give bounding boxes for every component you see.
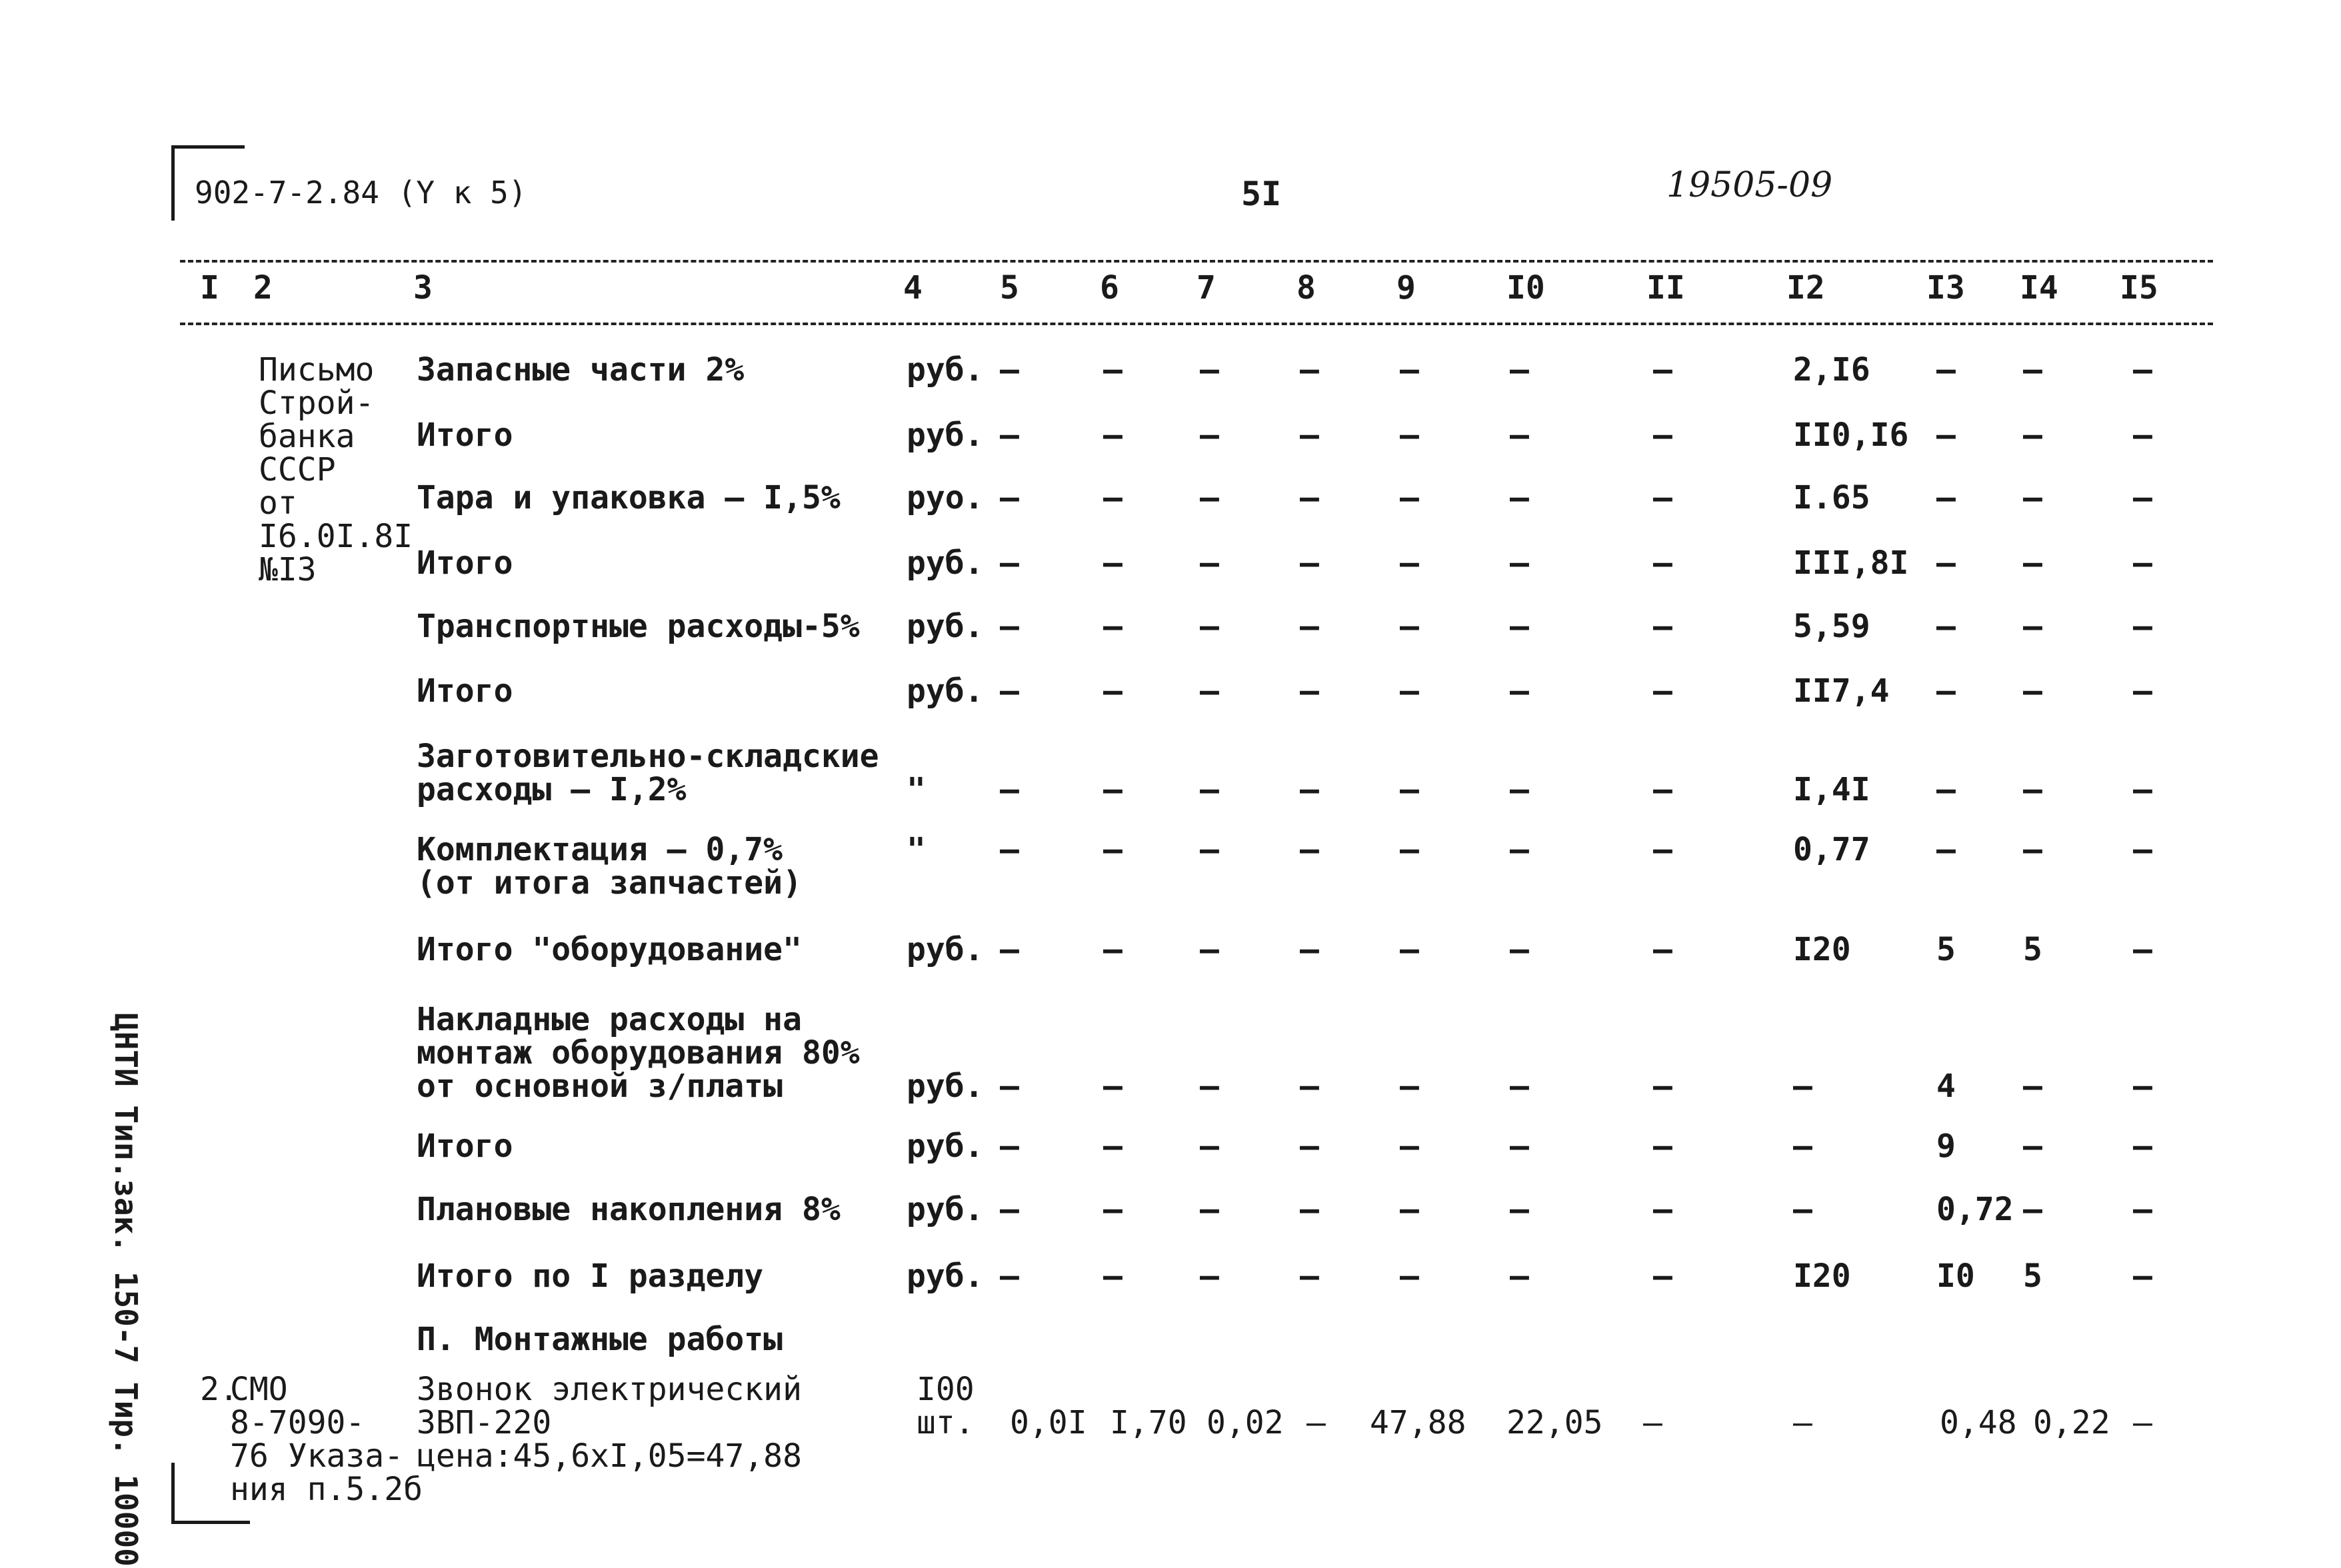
row-value-c5: – [1000,351,1019,389]
row-value-c9: – [1400,831,1419,868]
row-name: Плановые накопления 8% [417,1191,841,1228]
row-value-c12: – [1793,1128,1812,1165]
row-value-c9: – [1400,1257,1419,1295]
row-value-c5: – [1000,1068,1019,1105]
row-value-c8: – [1300,479,1319,516]
row-value-c12: I20 [1793,931,1851,968]
item-value-c6: I,70 [1110,1404,1187,1441]
column-number: 2 [253,269,273,307]
row-value-c8: – [1300,608,1319,645]
row-value-c14: – [2023,1128,2042,1165]
row-name: Итого по I разделу [417,1257,764,1295]
row-value-c13: – [1936,479,1956,516]
row-value-c12: III,8I [1793,544,1909,582]
row-value-c13: 0,72 [1936,1191,2014,1228]
row-value-c9: – [1400,1191,1419,1228]
row-value-c15: – [2133,608,2152,645]
row-value-c11: – [1653,1068,1672,1105]
row-value-c5: – [1000,672,1019,710]
row-value-c7: – [1200,351,1219,389]
corner-mark-top [171,145,175,221]
row-value-c14: – [2023,479,2042,516]
row-name: Запасные части 2% [417,351,745,389]
row-value-c7: – [1200,831,1219,868]
item-name: Звонок электрический ЗВП-220 цена:45,6хI,05=47,88 [417,1371,802,1475]
row-value-c6: – [1103,931,1123,968]
row-value-c8: – [1300,931,1319,968]
item-quantity: I00 [917,1371,975,1408]
source-ref-line: I6.0I.8I [259,518,413,555]
row-value-c7: – [1200,479,1219,516]
row-value-c5: – [1000,1128,1019,1165]
column-number: I4 [2020,269,2058,307]
row-value-c15: – [2133,1191,2152,1228]
row-name: Комплектация – 0,7% (от итога запчастей) [417,831,802,902]
source-ref-line: №I3 [259,551,317,588]
row-value-c12: 5,59 [1793,608,1870,645]
row-value-c9: – [1400,1068,1419,1105]
row-value-c11: – [1653,416,1672,454]
row-value-c11: – [1653,672,1672,710]
row-value-c8: – [1300,1257,1319,1295]
row-value-c10: – [1510,1191,1529,1228]
row-value-c13: – [1936,771,1956,808]
column-number: 6 [1100,269,1119,307]
row-value-c9: – [1400,931,1419,968]
row-value-c9: – [1400,416,1419,454]
item-value-c13: 0,48 [1940,1404,2017,1441]
source-ref-line: СССР [259,451,336,488]
row-value-c8: – [1300,1128,1319,1165]
row-value-c14: 5 [2023,1257,2042,1295]
item-value-c7: 0,02 [1206,1404,1284,1441]
row-value-c12: 2,I6 [1793,351,1870,389]
row-value-c6: – [1103,771,1123,808]
row-value-c9: – [1400,771,1419,808]
row-value-c5: – [1000,931,1019,968]
corner-mark-bottom-line [171,1521,250,1524]
row-value-c13: – [1936,608,1956,645]
row-value-c7: – [1200,608,1219,645]
row-value-c5: – [1000,544,1019,582]
row-value-c10: – [1510,479,1529,516]
row-value-c9: – [1400,479,1419,516]
row-value-c7: – [1200,1128,1219,1165]
row-value-c10: – [1510,608,1529,645]
row-unit: " [907,831,926,868]
row-value-c14: – [2023,608,2042,645]
row-value-c15: – [2133,771,2152,808]
row-value-c10: – [1510,351,1529,389]
row-value-c6: – [1103,416,1123,454]
item-value-c15: – [2133,1404,2152,1441]
row-name: Заготовительно-складские расходы – I,2% [417,738,879,808]
row-value-c10: – [1510,1068,1529,1105]
row-value-c14: – [2023,1068,2042,1105]
row-unit: руб. [907,1068,984,1105]
row-value-c10: – [1510,831,1529,868]
column-number: I0 [1506,269,1545,307]
row-value-c7: – [1200,416,1219,454]
row-unit: руо. [907,479,984,516]
row-value-c9: – [1400,1128,1419,1165]
row-value-c8: – [1300,544,1319,582]
row-value-c6: – [1103,1257,1123,1295]
column-number: 5 [1000,269,1019,307]
row-name: Итого [417,416,513,454]
row-value-c15: – [2133,931,2152,968]
row-unit: руб. [907,351,984,389]
row-value-c15: – [2133,1257,2152,1295]
row-unit: руб. [907,416,984,454]
column-number: 7 [1196,269,1216,307]
corner-mark-bottom [171,1463,175,1524]
row-value-c12: 0,77 [1793,831,1870,868]
column-number: II [1646,269,1685,307]
row-unit: руб. [907,1128,984,1165]
row-value-c5: – [1000,831,1019,868]
row-value-c10: – [1510,931,1529,968]
row-value-c11: – [1653,831,1672,868]
row-value-c11: – [1653,771,1672,808]
row-unit: руб. [907,1257,984,1295]
row-value-c6: – [1103,544,1123,582]
row-value-c15: – [2133,479,2152,516]
row-value-c11: – [1653,608,1672,645]
row-value-c5: – [1000,1191,1019,1228]
row-unit: " [907,771,926,808]
row-value-c13: – [1936,351,1956,389]
item-value-c12: – [1793,1404,1812,1441]
row-value-c5: – [1000,771,1019,808]
row-value-c13: 5 [1936,931,1956,968]
row-value-c6: – [1103,1191,1123,1228]
row-value-c11: – [1653,1191,1672,1228]
row-value-c8: – [1300,672,1319,710]
row-unit: руб. [907,672,984,710]
table-header-top-rule [180,260,2213,263]
row-value-c14: – [2023,831,2042,868]
row-value-c13: 4 [1936,1068,1956,1105]
row-name: Итого [417,544,513,582]
row-value-c9: – [1400,672,1419,710]
row-value-c15: – [2133,672,2152,710]
column-number: 9 [1396,269,1416,307]
row-name: Итого [417,672,513,710]
item-unit: шт. [917,1404,975,1441]
row-value-c7: – [1200,1257,1219,1295]
row-value-c7: – [1200,931,1219,968]
row-value-c12: – [1793,1191,1812,1228]
row-value-c6: – [1103,1128,1123,1165]
row-value-c14: 5 [2023,931,2042,968]
row-value-c9: – [1400,544,1419,582]
row-value-c6: – [1103,479,1123,516]
row-value-c14: – [2023,351,2042,389]
row-value-c11: – [1653,351,1672,389]
row-value-c5: – [1000,608,1019,645]
row-value-c14: – [2023,672,2042,710]
row-value-c6: – [1103,351,1123,389]
table-header-bottom-rule [180,323,2213,325]
row-value-c15: – [2133,1128,2152,1165]
row-value-c13: – [1936,831,1956,868]
row-value-c15: – [2133,831,2152,868]
row-value-c14: – [2023,771,2042,808]
row-unit: руб. [907,544,984,582]
row-value-c11: – [1653,1257,1672,1295]
row-value-c15: – [2133,544,2152,582]
item-source-ref: СМО 8-7090- 76 Указа- ния п.5.2б [230,1371,423,1508]
row-value-c9: – [1400,351,1419,389]
row-value-c8: – [1300,771,1319,808]
item-value-c8: – [1306,1404,1326,1441]
source-ref-line: Строй- [259,385,375,422]
item-number: 2. [200,1371,239,1408]
row-value-c11: – [1653,1128,1672,1165]
row-value-c12: I.65 [1793,479,1870,516]
item-value-c11: – [1643,1404,1662,1441]
source-ref-line: банка [259,418,355,455]
row-value-c8: – [1300,1191,1319,1228]
item-value-c10: 22,05 [1506,1404,1603,1441]
row-value-c8: – [1300,416,1319,454]
row-name: Транспортные расходы-5% [417,608,860,645]
row-value-c7: – [1200,544,1219,582]
row-value-c10: – [1510,672,1529,710]
row-value-c10: – [1510,1257,1529,1295]
row-name: Накладные расходы на монтаж оборудования 80% от основной з/платы [417,1001,860,1105]
row-value-c8: – [1300,351,1319,389]
row-value-c9: – [1400,608,1419,645]
row-value-c13: – [1936,672,1956,710]
row-value-c6: – [1103,831,1123,868]
row-value-c8: – [1300,1068,1319,1105]
row-value-c15: – [2133,1068,2152,1105]
row-unit: руб. [907,1191,984,1228]
project-code: 902-7-2.84 (Y к 5) [195,175,527,211]
column-number: 4 [903,269,923,307]
row-value-c10: – [1510,1128,1529,1165]
column-number: I5 [2120,269,2158,307]
row-value-c7: – [1200,672,1219,710]
section-title: П. Монтажные работы [417,1321,783,1358]
column-number: I3 [1926,269,1965,307]
row-value-c13: I0 [1936,1257,1975,1295]
row-value-c14: – [2023,416,2042,454]
row-value-c10: – [1510,416,1529,454]
row-value-c7: – [1200,1068,1219,1105]
row-value-c15: – [2133,351,2152,389]
row-value-c12: I,4I [1793,771,1870,808]
row-unit: руб. [907,608,984,645]
row-value-c8: – [1300,831,1319,868]
item-value-c9: 47,88 [1370,1404,1466,1441]
source-ref-line: от [259,484,297,522]
column-number: 8 [1296,269,1316,307]
row-value-c10: – [1510,771,1529,808]
printer-imprint: ЦНТИ Тип.зак. 150-7 Тир. 10000 [108,1013,144,1567]
row-name: Итого "оборудование" [417,931,802,968]
row-value-c11: – [1653,931,1672,968]
row-value-c6: – [1103,608,1123,645]
row-value-c14: – [2023,544,2042,582]
column-number: I [200,269,219,307]
row-value-c6: – [1103,1068,1123,1105]
row-value-c15: – [2133,416,2152,454]
row-value-c12: II7,4 [1793,672,1890,710]
row-value-c11: – [1653,544,1672,582]
row-value-c14: – [2023,1191,2042,1228]
row-value-c11: – [1653,479,1672,516]
corner-mark-top-line [171,145,245,149]
row-value-c10: – [1510,544,1529,582]
document-number: 19505-09 [1666,165,1833,205]
column-number: 3 [413,269,433,307]
page-number: 5I [1241,175,1282,213]
row-value-c13: – [1936,544,1956,582]
row-value-c13: 9 [1936,1128,1956,1165]
row-value-c12: – [1793,1068,1812,1105]
item-value-c14: 0,22 [2033,1404,2110,1441]
row-value-c5: – [1000,416,1019,454]
source-ref-line: Письмо [259,351,375,389]
row-name: Итого [417,1128,513,1165]
row-value-c6: – [1103,672,1123,710]
row-value-c5: – [1000,1257,1019,1295]
row-value-c13: – [1936,416,1956,454]
column-number: I2 [1786,269,1825,307]
row-value-c12: I20 [1793,1257,1851,1295]
row-value-c5: – [1000,479,1019,516]
row-value-c7: – [1200,771,1219,808]
row-unit: руб. [907,931,984,968]
row-value-c7: – [1200,1191,1219,1228]
item-value-c5: 0,0I [1010,1404,1087,1441]
row-name: Тара и упаковка – I,5% [417,479,841,516]
row-value-c12: II0,I6 [1793,416,1909,454]
